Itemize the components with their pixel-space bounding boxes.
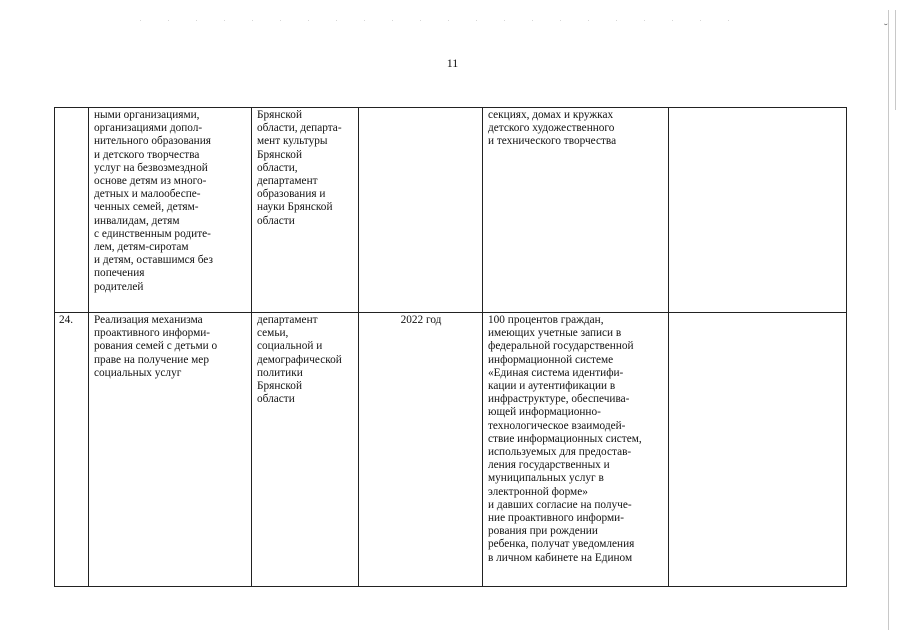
text-line: области — [257, 214, 295, 227]
text-line: в личном кабинете на Едином — [488, 551, 633, 564]
result-cell — [483, 313, 669, 587]
deadline-cell — [359, 108, 483, 313]
text-line: праве на получение мер — [94, 353, 209, 366]
measures-table — [54, 107, 847, 587]
text-line: нительного образования — [94, 135, 211, 148]
text-line: науки Брянской — [257, 201, 333, 214]
text-line: ние проактивного информи- — [488, 512, 624, 525]
text-line: проактивного информи- — [94, 327, 211, 340]
text-line: ченных семей, детям- — [94, 201, 199, 214]
text-line: социальной и — [257, 340, 323, 353]
page-number: 11 — [446, 56, 459, 70]
text-line: Брянской — [257, 109, 302, 121]
event-cell — [89, 313, 252, 587]
text-line: и давших согласие на получе- — [488, 498, 632, 511]
note-cell — [669, 313, 847, 587]
table-row — [55, 108, 847, 313]
text-line: родителей — [94, 280, 144, 293]
text-line: образования и — [257, 188, 326, 201]
text-line: используемых для предостав- — [488, 446, 632, 459]
text-line: и технического творчества — [488, 135, 617, 148]
text-line: ствие информационных систем, — [488, 432, 642, 445]
text-line: рования семей с детьми о — [94, 340, 218, 353]
text-line: области — [257, 393, 295, 406]
text-line: ления государственных и — [488, 459, 610, 472]
text-line: имеющих учетные записи в — [488, 327, 622, 340]
result-cell — [483, 108, 669, 313]
table-row — [55, 313, 847, 587]
event-cell — [89, 108, 252, 313]
scan-mark: ˘ — [884, 22, 888, 34]
text-line: основе детям из много- — [94, 175, 207, 188]
text-line: организациями допол- — [94, 122, 203, 135]
text-line: ющей информационно- — [488, 406, 601, 419]
note-cell — [669, 108, 847, 313]
text-line: области, департа- — [257, 122, 342, 135]
text-line: инвалидам, детям — [94, 214, 180, 227]
text-line: мент культуры — [257, 135, 328, 148]
text-line: детского художественного — [488, 122, 615, 135]
executor-cell — [252, 108, 359, 313]
text-line: Брянской — [257, 380, 302, 393]
text-line: услуг на безвозмездной — [94, 161, 208, 174]
text-line: Брянской — [257, 148, 302, 161]
executor-cell — [252, 313, 359, 587]
text-line: и детского творчества — [94, 148, 200, 161]
text-line: и детям, оставшимся без — [94, 254, 213, 267]
row-number-cell: 24. — [55, 313, 89, 587]
text-line: лем, детям-сиротам — [94, 241, 189, 254]
text-line: муниципальных услуг в — [488, 472, 604, 485]
text-line: департамент — [257, 314, 318, 326]
text-line: электронной форме» — [488, 485, 588, 498]
row-number-cell — [55, 108, 89, 313]
text-line: ными организациями, — [94, 109, 200, 121]
text-line: области, — [257, 161, 298, 174]
text-line: технологическое взаимодей- — [488, 419, 626, 432]
text-line: департамент — [257, 175, 318, 188]
scan-edge-line — [888, 10, 889, 630]
text-line: секциях, домах и кружках — [488, 109, 614, 121]
scan-noise-dots — [140, 20, 740, 21]
text-line: 100 процентов граждан, — [488, 314, 604, 326]
text-line: Реализация механизма — [94, 314, 203, 326]
text-line: семьи, — [257, 327, 289, 340]
text-line: демографической — [257, 353, 342, 366]
text-line: кации и аутентификации в — [488, 380, 616, 393]
text-line: информационной системе — [488, 353, 614, 366]
text-line: социальных услуг — [94, 366, 182, 379]
text-line: инфраструктуре, обеспечива- — [488, 393, 630, 406]
text-line: «Единая система идентифи- — [488, 366, 624, 379]
text-line: рования при рождении — [488, 525, 598, 538]
text-line: детных и малообеспе- — [94, 188, 201, 201]
text-line: ребенка, получат уведомления — [488, 538, 635, 551]
text-line: федеральной государственной — [488, 340, 634, 353]
deadline-cell: 2022 год — [359, 313, 483, 587]
text-line: политики — [257, 366, 303, 379]
text-line: попечения — [94, 267, 145, 280]
text-line: с единственным родите- — [94, 227, 211, 240]
